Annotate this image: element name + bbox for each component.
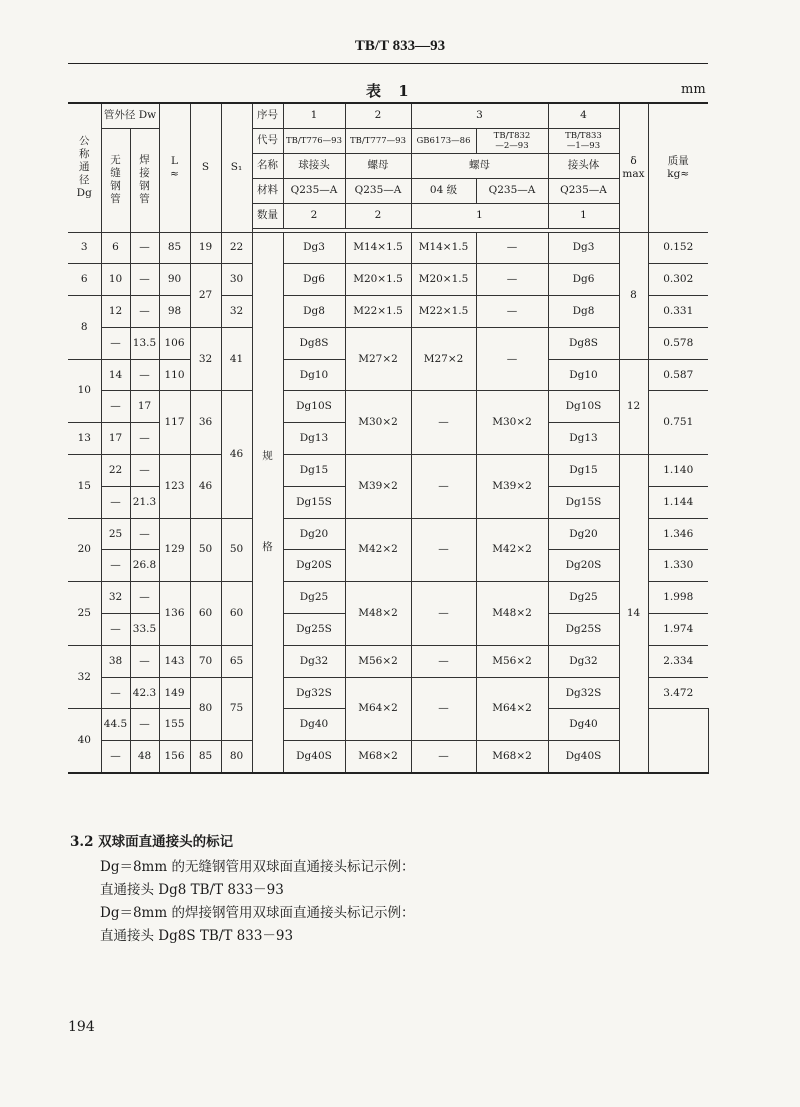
part3a-cell: — [411,677,476,741]
mingcheng-label: 名称 [252,153,283,178]
dg-header: 公 称 通 径 Dg [68,103,101,232]
part4-cell: Dg6 [548,264,619,296]
dg-cell: 10 [68,359,101,423]
dw-welded-cell: — [130,423,159,455]
part3b-cell: M64×2 [476,677,548,741]
dg-cell: 32 [68,645,101,709]
mingcheng-2: 螺母 [345,153,411,178]
mass-cell: 0.331 [648,296,708,328]
part1-cell: Dg40 [283,709,345,741]
L-cell: 129 [159,518,190,582]
part1-cell: Dg40S [283,741,345,773]
part3a-cell: M20×1.5 [411,264,476,296]
delta-cell: 12 [619,359,648,454]
dw-welded-cell: 33.5 [130,614,159,646]
page-number: 194 [68,1019,95,1035]
part1-cell: Dg8 [283,296,345,328]
part4-cell: Dg15S [548,486,619,518]
S1-cell: 60 [221,582,252,646]
dw-welded-cell: 26.8 [130,550,159,582]
part4-cell: Dg3 [548,232,619,264]
part3b-cell: M39×2 [476,455,548,519]
mingcheng-4: 接头体 [548,153,619,178]
cailiao-3b: Q235—A [476,178,548,203]
xuhao-4: 4 [548,103,619,128]
cailiao-3a: 04 级 [411,178,476,203]
part1-cell: Dg15 [283,455,345,487]
table-row [68,296,708,328]
dg-cell: 25 [68,582,101,646]
shuliang-1: 2 [283,203,345,228]
part3a-cell: — [411,582,476,646]
part2-cell: M42×2 [345,518,411,582]
part1-cell: Dg10S [283,391,345,423]
outer-dia-header: 管外径 Dw [101,103,159,128]
mass-cell: 1.998 [648,582,708,614]
dg-cell: 3 [68,232,101,264]
delta-header: δ max [619,103,648,232]
part4-cell: Dg13 [548,423,619,455]
section-title: 3.2 双球面直通接头的标记 [70,834,234,850]
part3b-cell: M68×2 [476,741,548,773]
note-line-2: 直通接头 Dg8 TB/T 833－93 [100,882,284,898]
part1-cell: Dg6 [283,264,345,296]
mass-cell: 1.346 [648,518,708,550]
part1-cell: Dg8S [283,327,345,359]
part2-cell: M39×2 [345,455,411,519]
spec-label: 规 格 [252,232,283,773]
dw-seamless-cell: — [101,677,130,709]
shuliang-label: 数量 [252,203,283,228]
dw-seamless-cell: — [101,391,130,423]
dw-seamless-cell: — [101,741,130,773]
part2-cell: M27×2 [345,327,411,391]
part4-cell: Dg10 [548,359,619,391]
delta-cell: 14 [619,455,648,773]
L-cell: 98 [159,296,190,328]
dg-cell: 15 [68,455,101,519]
S-cell: 50 [190,518,221,582]
dw-seamless-cell: 38 [101,645,130,677]
table-row [68,645,708,677]
mass-cell: 1.144 [648,486,708,518]
mass-header: 质量 kg≈ [648,103,708,232]
S-cell: 60 [190,582,221,646]
table-caption: 表 1 [366,82,415,100]
daihao-3a: GB6173—86 [411,128,476,153]
note-line-3: Dg＝8mm 的焊接钢管用双球面直通接头标记示例： [100,905,415,921]
delta-cell-blank [648,709,708,773]
S-cell: 70 [190,645,221,677]
S1-cell: 65 [221,645,252,677]
shuliang-3: 1 [411,203,548,228]
shuliang-4: 1 [548,203,619,228]
dw-welded-cell: 13.5 [130,327,159,359]
daihao-label: 代号 [252,128,283,153]
dw-welded-cell: — [130,518,159,550]
dw-seamless-cell: — [101,550,130,582]
part3a-cell: — [411,455,476,519]
dw-welded-cell: — [130,296,159,328]
dg-cell: 40 [68,709,101,773]
S1-cell: 50 [221,518,252,582]
S-cell: 27 [190,264,221,328]
dg-cell: 13 [68,423,101,455]
dw-welded-cell: 21.3 [130,486,159,518]
S1-cell: 30 [221,264,252,296]
part3a-cell: M27×2 [411,327,476,391]
L-header: L ≈ [159,103,190,232]
part4-cell: Dg32 [548,645,619,677]
S-cell: 46 [190,455,221,519]
dw-seamless-cell: 12 [101,296,130,328]
part1-cell: Dg13 [283,423,345,455]
S-cell: 36 [190,391,221,455]
cailiao-2: Q235—A [345,178,411,203]
part4-cell: Dg20S [548,550,619,582]
dw-seamless-cell: 44.5 [101,709,130,741]
S-cell: 80 [190,677,221,741]
part3b-cell: — [476,327,548,391]
part3a-cell: — [411,391,476,455]
dw-seamless-cell: 14 [101,359,130,391]
xuhao-3: 3 [411,103,548,128]
dw-welded-cell: — [130,359,159,391]
dw-welded-cell: — [130,232,159,264]
part1-cell: Dg15S [283,486,345,518]
mass-cell: 1.974 [648,614,708,646]
table-row [68,232,708,264]
dw-welded-cell: — [130,709,159,741]
mass-cell: 1.330 [648,550,708,582]
part4-cell: Dg8S [548,327,619,359]
dg-cell: 8 [68,296,101,360]
part4-cell: Dg10S [548,391,619,423]
note-line-1: Dg＝8mm 的无缝钢管用双球面直通接头标记示例： [100,859,415,875]
daihao-3b: TB/T832 —2—93 [476,128,548,153]
dw-welded-cell: — [130,455,159,487]
part2-cell: M48×2 [345,582,411,646]
part3b-cell: — [476,232,548,264]
dw-welded-cell: — [130,645,159,677]
part3a-cell: — [411,741,476,773]
part3b-cell: — [476,296,548,328]
cailiao-1: Q235—A [283,178,345,203]
part4-cell: Dg25 [548,582,619,614]
part4-cell: Dg20 [548,518,619,550]
part1-cell: Dg10 [283,359,345,391]
dw-welded-cell: — [130,582,159,614]
S-cell: 85 [190,741,221,773]
dw-seamless-cell: 17 [101,423,130,455]
S1-cell: 41 [221,327,252,391]
page-header: TB/T 833—93 [354,38,446,54]
note-line-4: 直通接头 Dg8S TB/T 833－93 [100,928,294,944]
mass-cell: 0.751 [648,391,708,455]
part2-cell: M64×2 [345,677,411,741]
S1-cell: 22 [221,232,252,264]
part1-cell: Dg32 [283,645,345,677]
dw-seamless-cell: — [101,327,130,359]
table-row [68,518,708,550]
part3b-cell: M56×2 [476,645,548,677]
mass-cell: 0.578 [648,327,708,359]
L-cell: 123 [159,455,190,519]
part4-cell: Dg40 [548,709,619,741]
dw-seamless-cell: 22 [101,455,130,487]
part3a-cell: — [411,645,476,677]
part3b-cell: M42×2 [476,518,548,582]
part2-cell: M68×2 [345,741,411,773]
table-row [68,455,708,487]
shuliang-2: 2 [345,203,411,228]
L-cell: 110 [159,359,190,391]
part4-cell: Dg8 [548,296,619,328]
part3a-cell: M14×1.5 [411,232,476,264]
dw-seamless-cell: 10 [101,264,130,296]
table-row [68,327,708,359]
dw-welded-cell: 17 [130,391,159,423]
cailiao-label: 材料 [252,178,283,203]
L-cell: 85 [159,232,190,264]
mass-cell: 0.152 [648,232,708,264]
part1-cell: Dg25S [283,614,345,646]
header-row-1 [68,103,708,128]
table-row [68,582,708,614]
part2-cell: M56×2 [345,645,411,677]
spec-table [68,102,708,774]
L-cell: 136 [159,582,190,646]
table-row [68,741,708,773]
S1-cell: 75 [221,677,252,741]
part4-cell: Dg15 [548,455,619,487]
part3b-cell: M30×2 [476,391,548,455]
table-row [68,391,708,423]
part4-cell: Dg25S [548,614,619,646]
L-cell: 156 [159,741,190,773]
L-cell: 149 [159,677,190,709]
delta-cell: 8 [619,232,648,359]
part1-cell: Dg20 [283,518,345,550]
dg-cell: 20 [68,518,101,582]
mass-cell: 0.302 [648,264,708,296]
daihao-2: TB/T777—93 [345,128,411,153]
mingcheng-3: 螺母 [411,153,548,178]
xuhao-label: 序号 [252,103,283,128]
mass-cell: 3.472 [648,677,708,709]
dw-seamless-cell: 32 [101,582,130,614]
S1-cell: 46 [221,391,252,518]
header-rule [68,63,708,64]
dw-welded-cell: 42.3 [130,677,159,709]
dg-cell: 6 [68,264,101,296]
mass-cell: 2.334 [648,645,708,677]
dw-seamless-cell: 6 [101,232,130,264]
part1-cell: Dg32S [283,677,345,709]
table-row [68,677,708,709]
dw-welded-cell: 48 [130,741,159,773]
S1-cell: 80 [221,741,252,773]
daihao-1: TB/T776—93 [283,128,345,153]
S-cell: 19 [190,232,221,264]
cailiao-4: Q235—A [548,178,619,203]
mass-cell: 0.587 [648,359,708,391]
dw-welded-cell: — [130,264,159,296]
L-cell: 117 [159,391,190,455]
part2-cell: M14×1.5 [345,232,411,264]
mingcheng-1: 球接头 [283,153,345,178]
L-cell: 106 [159,327,190,359]
dw-seamless-cell: — [101,614,130,646]
part4-cell: Dg40S [548,741,619,773]
S1-cell: 32 [221,296,252,328]
part2-cell: M30×2 [345,391,411,455]
dw-seamless-cell: 25 [101,518,130,550]
S-header: S [190,103,221,232]
dw-seamless-cell: — [101,486,130,518]
unit-label: mm [681,82,706,97]
L-cell: 143 [159,645,190,677]
part2-cell: M20×1.5 [345,264,411,296]
part3a-cell: — [411,518,476,582]
part2-cell: M22×1.5 [345,296,411,328]
mass-cell: 1.140 [648,455,708,487]
xuhao-2: 2 [345,103,411,128]
part3b-cell: — [476,264,548,296]
S-cell: 32 [190,327,221,391]
part1-cell: Dg25 [283,582,345,614]
welded-header: 焊 接 钢 管 [130,128,159,232]
seamless-header: 无 缝 钢 管 [101,128,130,232]
L-cell: 90 [159,264,190,296]
table-row [68,264,708,296]
xuhao-1: 1 [283,103,345,128]
S1-header: S₁ [221,103,252,232]
L-cell: 155 [159,709,190,741]
part1-cell: Dg3 [283,232,345,264]
part3b-cell: M48×2 [476,582,548,646]
part4-cell: Dg32S [548,677,619,709]
part3a-cell: M22×1.5 [411,296,476,328]
daihao-4: TB/T833 —1—93 [548,128,619,153]
part1-cell: Dg20S [283,550,345,582]
